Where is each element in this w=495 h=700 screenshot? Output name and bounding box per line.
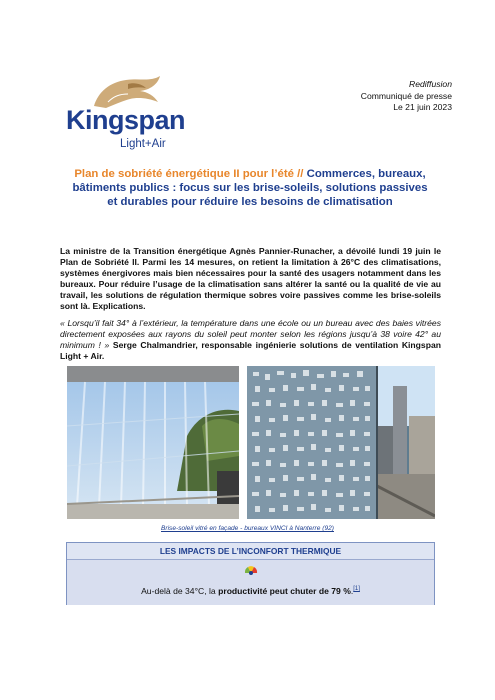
meta-rediffusion: Rediffusion (409, 79, 452, 89)
quote-paragraph (60, 318, 441, 362)
impact-heading: LES IMPACTS DE L’INCONFORT THERMIQUE (67, 543, 434, 560)
meta-date: Le 21 juin 2023 (393, 102, 452, 112)
impact-statement (67, 586, 434, 596)
title-blue: Commerces, bureaux, bâtiments publics : focus sur les brise-soleils, solutions passives et durables pour réduire les besoins de climatisation (72, 168, 428, 208)
photo-facade-exterior (247, 366, 435, 519)
impact-box (66, 542, 435, 605)
brand-subtitle: Light+Air (120, 138, 166, 150)
photo-caption: Brise-soleil vitré en façade - bureaux VINCI à Nanterre (92) (161, 525, 334, 532)
impact-text-after: . (350, 586, 354, 596)
impact-text-before: Au-delà de 34°C, la (141, 586, 219, 596)
quote-author: Serge Chalmandrier, responsable ingénierie solutions de ventilation Kingspan Light + Air. (60, 340, 441, 361)
impact-text-bold: productivité peut chuter de 79 % (218, 586, 351, 596)
lead-paragraph: La ministre de la Transition énergétique Agnès Pannier-Runacher, a dévoilé lundi 19 juin le Plan de Sobriété II. Parmi les 14 mesures, on retient la limitation à 26°C des climatisations, systèmes énergivores mais bien nécessaires pour la santé des usagers notamment dans les bureaux. Pour réduire l’usage de la climatisation sans altérer la santé ou la qualité de vie au travail, les solutions de régulation thermique sobres voire passives comme les brise-soleils sont là. Explications. (60, 246, 441, 311)
brand-name: Kingspan (66, 105, 186, 135)
press-meta (361, 79, 452, 114)
quote-text: « Lorsqu’il fait 34° à l’extérieur, la température dans une école ou un bureau avec des baies vitrées directement exposées aux rayons du soleil peut monter selon les régions jusqu’à 38 voire 42° au minimum ! » (60, 318, 441, 350)
title-orange: Plan de sobriété énergétique II pour l’été // (74, 168, 307, 180)
meta-type: Communiqué de presse (360, 90, 452, 101)
impact-body (67, 560, 434, 605)
footnote-link[interactable]: [1] (353, 586, 360, 593)
press-title (70, 167, 430, 209)
gauge-icon (243, 562, 259, 576)
kingspan-logo (58, 72, 198, 162)
photo-facade-interior (67, 366, 239, 519)
